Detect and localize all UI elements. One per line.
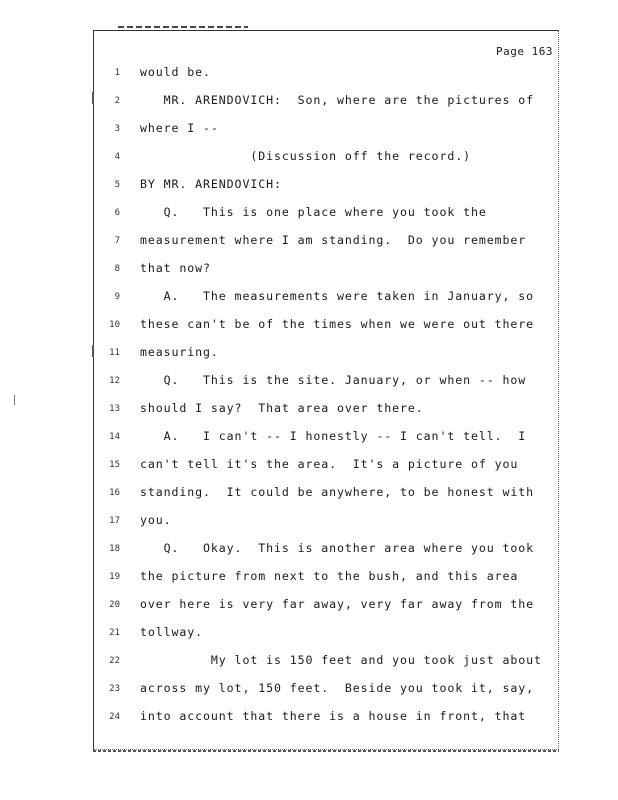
line-number: 21 xyxy=(109,628,120,638)
line-text: standing. It could be anywhere, to be honest with xyxy=(140,485,535,499)
transcript-line xyxy=(0,484,618,502)
line-number: 11 xyxy=(109,348,120,358)
line-number: 12 xyxy=(109,376,120,386)
line-number: 23 xyxy=(109,684,120,694)
line-text: Q. This is the site. January, or when -- how xyxy=(140,373,527,387)
line-text: should I say? That area over there. xyxy=(140,401,424,415)
line-number: 9 xyxy=(114,292,120,302)
line-text: A. The measurements were taken in January, so xyxy=(140,289,535,303)
transcript-line xyxy=(0,568,618,586)
line-number: 2 xyxy=(114,96,120,106)
line-text: into account that there is a house in front, that xyxy=(140,709,527,723)
line-text: Q. Okay. This is another area where you took xyxy=(140,541,535,555)
line-number: 15 xyxy=(109,460,120,470)
transcript-line xyxy=(0,232,618,250)
line-number: 3 xyxy=(114,124,120,134)
transcript-line xyxy=(0,708,618,726)
transcript-line xyxy=(0,456,618,474)
transcript-line xyxy=(0,428,618,446)
page-border xyxy=(93,30,559,750)
line-text: the picture from next to the bush, and this area xyxy=(140,569,519,583)
line-text: across my lot, 150 feet. Beside you took it, say, xyxy=(140,681,535,695)
transcript-line xyxy=(0,540,618,558)
line-number: 16 xyxy=(109,488,120,498)
line-text: would be. xyxy=(140,65,211,79)
transcript-line xyxy=(0,260,618,278)
line-number: 5 xyxy=(114,180,120,190)
transcript-line xyxy=(0,204,618,222)
line-text: My lot is 150 feet and you took just about xyxy=(140,653,542,667)
line-text: (Discussion off the record.) xyxy=(140,149,471,163)
line-number: 6 xyxy=(114,208,120,218)
transcript-line xyxy=(0,120,618,138)
line-text: Q. This is one place where you took the xyxy=(140,205,487,219)
line-text: tollway. xyxy=(140,625,204,639)
line-text: where I -- xyxy=(140,121,219,135)
line-number: 14 xyxy=(109,432,120,442)
transcript-line xyxy=(0,288,618,306)
transcript-line xyxy=(0,400,618,418)
line-text: over here is very far away, very far away from the xyxy=(140,597,535,611)
transcript-line xyxy=(0,344,618,362)
line-number: 13 xyxy=(109,404,120,414)
line-text: these can't be of the times when we were out there xyxy=(140,317,535,331)
line-text: can't tell it's the area. It's a picture of you xyxy=(140,457,519,471)
transcript-line xyxy=(0,680,618,698)
line-text: BY MR. ARENDOVICH: xyxy=(140,177,282,191)
line-number: 1 xyxy=(114,68,120,78)
line-number: 7 xyxy=(114,236,120,246)
line-number: 18 xyxy=(109,544,120,554)
line-text: MR. ARENDOVICH: Son, where are the pictures of xyxy=(140,93,535,107)
transcript-line xyxy=(0,92,618,110)
footer-scan-strip xyxy=(93,750,559,752)
transcript-line xyxy=(0,176,618,194)
line-text: A. I can't -- I honestly -- I can't tell. I xyxy=(140,429,527,443)
line-number: 20 xyxy=(109,600,120,610)
transcript-line xyxy=(0,148,618,166)
transcript-line xyxy=(0,652,618,670)
transcript-line xyxy=(0,624,618,642)
transcript-line xyxy=(0,512,618,530)
line-number: 19 xyxy=(109,572,120,582)
line-number: 22 xyxy=(109,656,120,666)
line-number: 8 xyxy=(114,264,120,274)
line-text: measurement where I am standing. Do you remember xyxy=(140,233,527,247)
header-scan-strip xyxy=(118,26,248,28)
line-text: that now? xyxy=(140,261,211,275)
line-text: you. xyxy=(140,513,172,527)
line-number: 4 xyxy=(114,152,120,162)
line-number: 24 xyxy=(109,712,120,722)
line-number: 10 xyxy=(109,320,120,330)
transcript-line xyxy=(0,316,618,334)
line-text: measuring. xyxy=(140,345,219,359)
line-number: 17 xyxy=(109,516,120,526)
page-number: Page 163 xyxy=(496,45,553,58)
transcript-line xyxy=(0,64,618,82)
transcript-line xyxy=(0,372,618,390)
transcript-line xyxy=(0,596,618,614)
